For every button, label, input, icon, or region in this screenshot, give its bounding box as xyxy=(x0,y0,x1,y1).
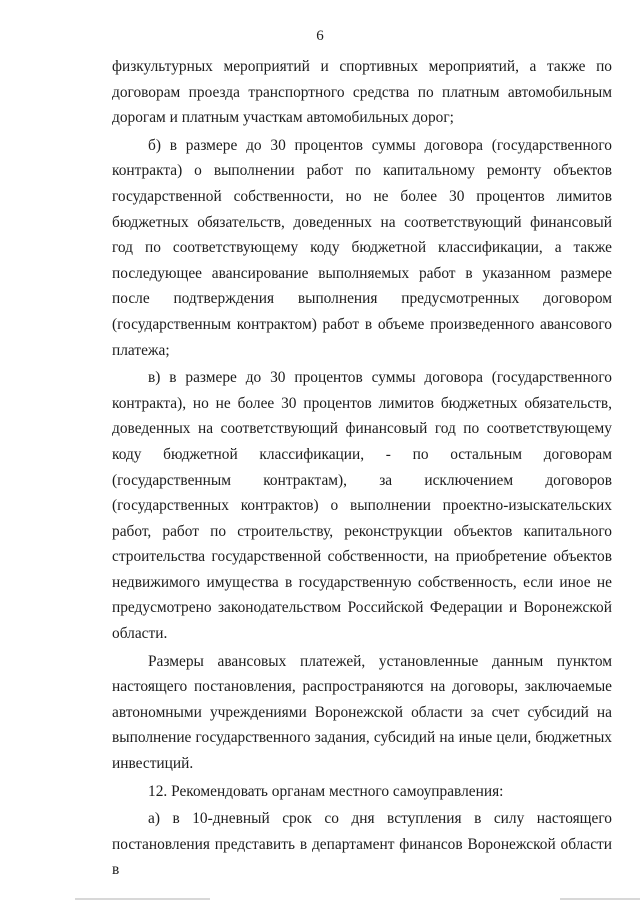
paragraph-continuation: физкультурных мероприятий и спортивных мероприятий, а также по договорам проезда транспортного средства по платным автомобильным дорогам и платным участкам автомобильных дорог; xyxy=(112,58,612,127)
paragraph-clause-v: в) в размере до 30 процентов суммы договора (государственного контракта), но не более 30 процентов лимитов бюджетных обязательств, доведенных на соответствующий финансовый год по соответствующему коду бюджетной классификации, - по остальным договорам (государственным контрактам), за исключением договоров (государственных контрактов) о выполнении проектно-изыскательских работ, работ по строительству, реконструкции объектов капитального строительства государственной собственности, на приобретение объектов недвижимого имущества в государственную собственность, если иное не предусмотрено законодательством Российской Федерации и Воронежской области. xyxy=(112,369,612,643)
paragraph-advance-sizes: Размеры авансовых платежей, установленные данным пунктом настоящего постановления, распространяются на договоры, заключаемые автономными учреждениями Воронежской области за счет субсидий на выполнение государственного задания, субсидий на иные цели, бюджетных инвестиций. xyxy=(112,652,612,773)
document-body xyxy=(112,54,612,883)
paragraph-clause-a: а) в 10-дневный срок со дня вступления в силу настоящего постановления представить в департамент финансов Воронежской области в xyxy=(112,810,612,879)
paragraph-item-12: 12. Рекомендовать органам местного самоуправления: xyxy=(148,782,504,800)
paragraph-clause-b: б) в размере до 30 процентов суммы договора (государственного контракта) о выполнении работ по капитальному ремонту объектов государственной собственности, но не более 30 процентов лимитов бюджетных обязательств, доведенных на соответствующий финансовый год по соответствующему коду бюджетной классификации, а также последующее авансирование выполняемых работ в указанном размере после подтверждения выполнения предусмотренных договором (государственным контрактом) работ в объеме произведенного авансового платежа; xyxy=(112,136,612,359)
page-number: 6 xyxy=(316,28,324,44)
scan-bottom-edge xyxy=(0,898,640,900)
